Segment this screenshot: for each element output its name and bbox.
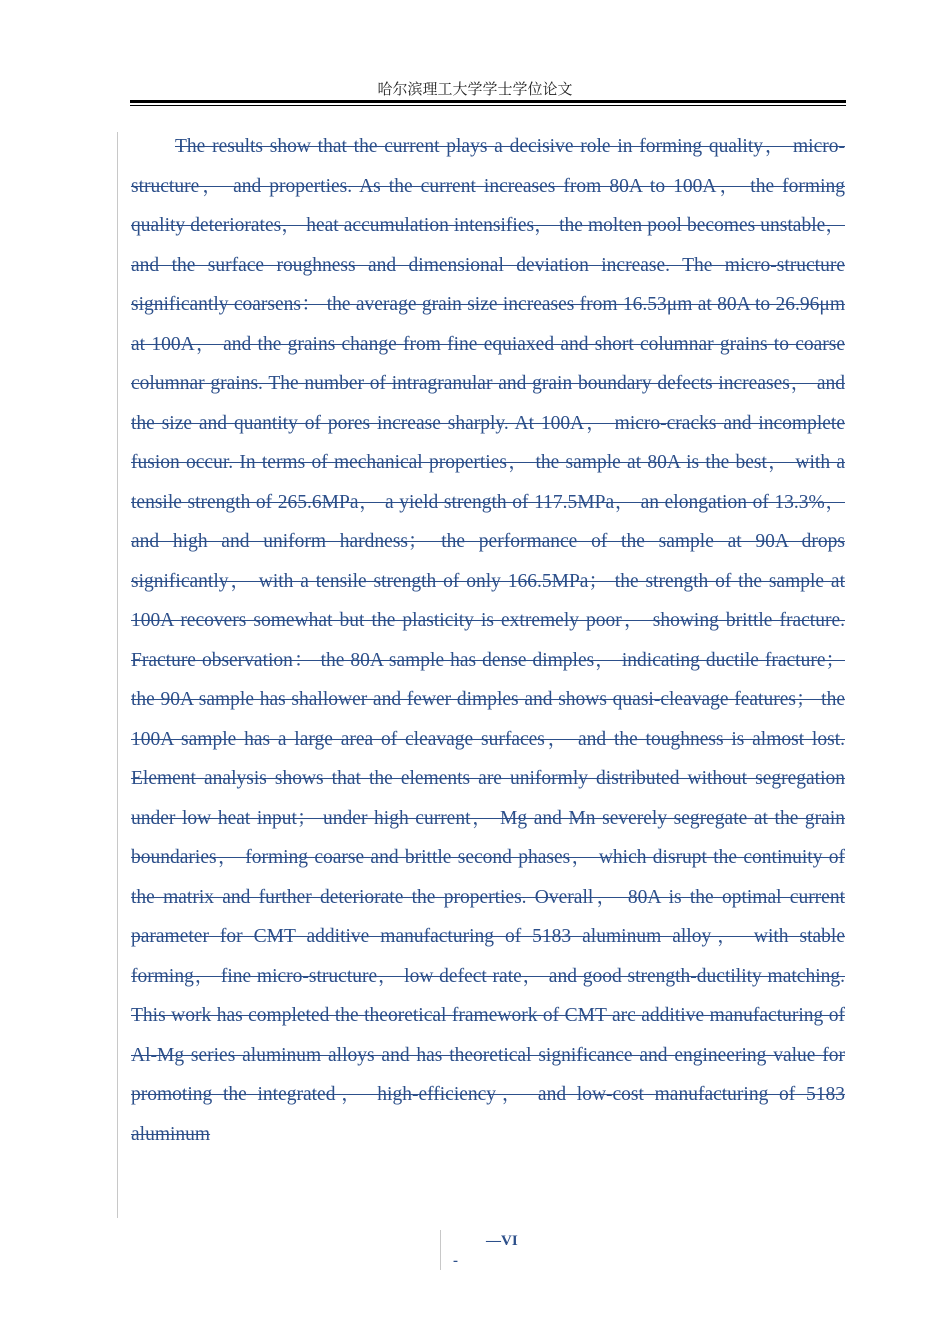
change-bar bbox=[117, 132, 118, 1218]
page-number: —VI bbox=[486, 1233, 518, 1249]
header-rule-thin bbox=[130, 105, 846, 106]
abstract-paragraph: The results show that the current plays a decisive role in forming quality， micro-structure， and properties. As the current increases from 80A to 100A， the forming quality deteriorates， heat accumulation intensifies， the molten pool becomes unstable， and the surface roughness and dimensional deviation increase. The micro-structure significantly coarsens： the average grain size increases from 16.53μm at 80A to 26.96μm at 100A， and the grains change from fine equiaxed and short columnar grains to coarse columnar grains. The number of intragranular and grain boundary defects increases， and the size and quantity of pores increase sharply. At 100A， micro-cracks and incomplete fusion occur. In terms of mechanical properties， the sample at 80A is the best， with a tensile strength of 265.6MPa， a yield strength of 117.5MPa， an elongation of 13.3%， and high and uniform hardness； the performance of the sample at 90A drops significantly， with a tensile strength of only 166.5MPa； the strength of the sample at 100A recovers somewhat but the plasticity is extremely poor， showing brittle fracture. Fracture observation： the 80A sample has dense dimples， indicating ductile fracture； the 90A sample has shallower and fewer dimples and shows quasi-cleavage features； the 100A sample has a large area of cleavage surfaces， and the toughness is almost lost. Element analysis shows that the elements are uniformly distributed without segregation under low heat input； under high current， Mg and Mn severely segregate at the grain boundaries， forming coarse and brittle second phases， which disrupt the continuity of the matrix and further deteriorate the properties. Overall， 80A is the optimal current parameter for CMT additive manufacturing of 5183 aluminum alloy， with stable forming， fine micro-structure， low defect rate， and good strength-ductility matching. This work has completed the theoretical framework of CMT arc additive manufacturing of Al-Mg series aluminum alloys and has theoretical significance and engineering value for promoting the integrated， high-efficiency， and low-cost manufacturing of 5183 aluminum bbox=[131, 136, 845, 1145]
running-header-title: 哈尔滨理工大学学士学位论文 bbox=[377, 80, 573, 98]
footer-dash: - bbox=[453, 1253, 458, 1269]
footer-change-bar bbox=[440, 1230, 441, 1270]
header-rule-thick bbox=[130, 100, 846, 103]
